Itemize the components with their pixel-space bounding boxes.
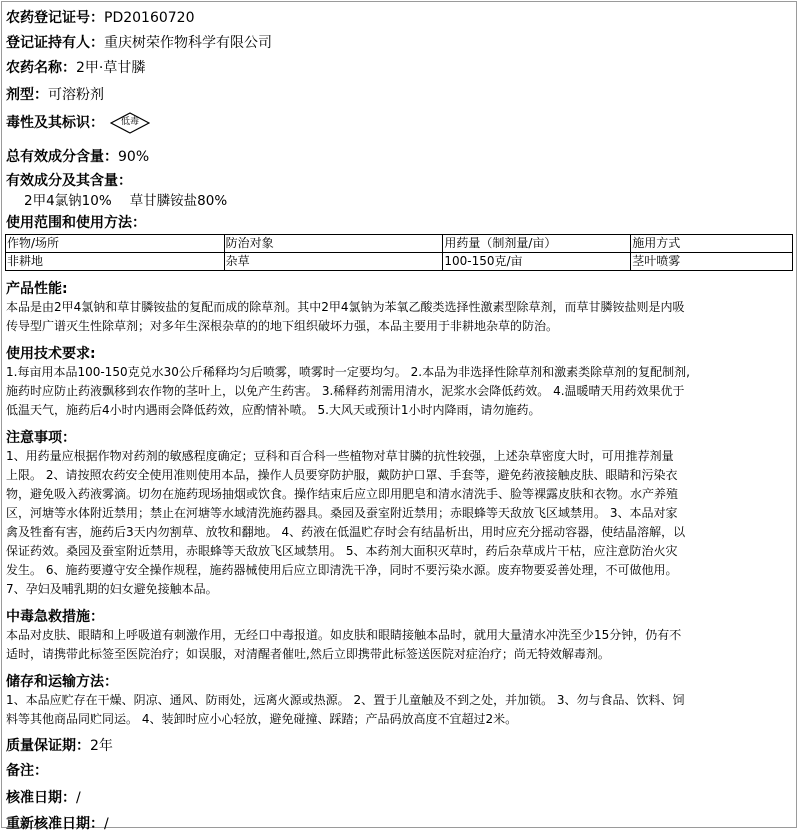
reapproval-date-label: 重新核准日期： — [6, 816, 104, 832]
precautions-title: 注意事项： — [6, 430, 76, 446]
holder-label: 登记证持有人： — [6, 35, 104, 51]
approval-date-value: / — [76, 790, 81, 806]
first-aid-line: 本品对皮肤、眼睛和上呼吸道有刺激作用，无经口中毒报道。如皮肤和眼睛接触本品时，就用大量清水冲洗至少15分钟，仍有不 — [6, 628, 682, 642]
total-content-value: 90% — [118, 149, 150, 165]
performance-title: 产品性能: — [6, 281, 68, 297]
precautions-line: 1、用药量应根据作物对药剂的敏感程度确定；豆科和百合科一些植物对草甘膦的抗性较强，上述杂草密度大时，可用推荐剂量 — [6, 449, 674, 463]
table-row — [6, 253, 793, 271]
technique-line: 1.每亩用本品100-150克兑水30公斤稀释均匀后喷雾，喷雾时一定要均匀。 2.本品为非选择性除草剂和激素类除草剂的复配制剂, — [6, 365, 690, 379]
technique-line: 施药时应防止药液飘移到农作物的茎叶上，以免产生药害。 3.稀释药剂需用清水，泥浆水会降低药效。 4.温暖晴天用药效果优于 — [6, 384, 685, 398]
precautions-line: 保证药效。桑园及蚕室附近禁用，赤眼蜂等天敌放飞区域禁用。 5、本药剂大面积灭草时，药后杂草成片干枯，应注意防治火灾 — [6, 544, 678, 558]
holder-row — [6, 34, 792, 52]
usage-cell-crop: 非耕地 — [6, 253, 225, 271]
precautions-line: 发生。 6、施药要遵守安全操作规程，施药器械使用后应立即清洗干净，同时不要污染水源。废弃物要妥善处理，不可做他用。 — [6, 563, 678, 577]
quality-period-value: 2年 — [90, 738, 113, 754]
usage-title: 使用范围和使用方法： — [6, 215, 146, 231]
quality-period-label: 质量保证期： — [6, 738, 90, 754]
reapproval-date-value: / — [104, 816, 109, 832]
formulation-label: 剂型： — [6, 87, 48, 103]
pesticide-label — [6, 6, 792, 833]
first-aid-line: 适时，请携带此标签至医院治疗；如误服，对清醒者催吐,然后立即携带此标签送医院对症治疗；尚无特效解毒剂。 — [6, 647, 610, 661]
storage-line: 1、本品应贮存在干燥、阴凉、通风、防雨处，远离火源或热源。 2、置于儿童触及不到之处，并加锁。 3、勿与食品、饮料、饲 — [6, 693, 685, 707]
holder-value: 重庆树荣作物科学有限公司 — [104, 35, 272, 51]
ingredient-2: 草甘膦铵盐80% — [129, 193, 228, 209]
toxicity-badge-text: 低毒 — [120, 117, 139, 127]
reapproval-date-row — [6, 815, 792, 833]
approval-date-row — [6, 789, 792, 807]
registration-number-row — [6, 9, 792, 27]
usage-cell-method: 茎叶喷雾 — [631, 253, 793, 271]
quality-period-row — [6, 737, 792, 755]
technique-title: 使用技术要求: — [6, 346, 96, 362]
precautions-line: 物，避免吸入药液雾滴。切勿在施药现场抽烟或饮食。操作结束后应立即用肥皂和清水清洗手、脸等裸露皮肤和衣物。水产养殖 — [6, 487, 679, 501]
ingredients-label-row — [6, 172, 792, 190]
first-aid-title: 中毒急救措施： — [6, 609, 104, 625]
usage-header-cell: 施用方式 — [631, 235, 793, 253]
approval-date-label: 核准日期： — [6, 790, 76, 806]
total-content-row — [6, 148, 792, 166]
precautions-line: 上限。 2、请按照农药安全使用准则使用本品，操作人员要穿防护服，戴防护口罩、手套等，避免药液接触皮肤、眼睛和污染衣 — [6, 468, 678, 482]
usage-header-cell: 用药量（制剂量/亩） — [443, 235, 631, 253]
performance-line: 本品是由2甲4氯钠和草甘膦铵盐的复配而成的除草剂。其中2甲4氯钠为苯氧乙酸类选择性激素型除草剂，而草甘膦铵盐则是内吸 — [6, 300, 685, 314]
precautions-line: 7、孕妇及哺乳期的妇女避免接触本品。 — [6, 582, 218, 596]
toxicity-row — [6, 112, 792, 134]
storage-line: 料等其他商品同贮同运。 4、装卸时应小心轻放，避免碰撞、踩踏；产品码放高度不宜超过2米。 — [6, 712, 518, 726]
usage-cell-target: 杂草 — [224, 253, 443, 271]
technique-line: 低温天气，施药后4小时内遇雨会降低药效，应酌情补喷。 5.大风天或预计1小时内降雨，请勿施药。 — [6, 403, 541, 417]
usage-cell-dosage: 100-150克/亩 — [443, 253, 631, 271]
usage-table-header-row — [6, 235, 793, 253]
low-toxicity-diamond-icon — [110, 112, 150, 134]
pesticide-name-value: 2甲·草甘膦 — [76, 60, 146, 76]
formulation-row — [6, 86, 792, 104]
usage-title-row — [6, 214, 792, 232]
usage-header-cell: 防治对象 — [224, 235, 443, 253]
usage-header-cell: 作物/场所 — [6, 235, 225, 253]
registration-number-value: PD20160720 — [104, 10, 195, 26]
ingredients-label: 有效成分及其含量： — [6, 173, 132, 189]
note-label: 备注： — [6, 763, 48, 779]
total-content-label: 总有效成分含量： — [6, 149, 118, 165]
note-row — [6, 762, 792, 780]
ingredient-1: 2甲4氯钠10% — [24, 193, 112, 209]
formulation-value: 可溶粉剂 — [48, 87, 104, 103]
toxicity-label: 毒性及其标识： — [6, 115, 104, 131]
ingredients-values-row — [6, 192, 792, 210]
pesticide-name-row — [6, 59, 792, 77]
pesticide-name-label: 农药名称： — [6, 60, 76, 76]
precautions-line: 区，河塘等水体附近禁用；禁止在河塘等水域清洗施药器具。桑园及蚕室附近禁用；赤眼蜂等天敌放飞区域禁用。 3、本品对家 — [6, 506, 678, 520]
performance-line: 传导型广谱灭生性除草剂；对多年生深根杂草的的地下组织破坏力强，本品主要用于非耕地杂草的防治。 — [6, 319, 559, 333]
usage-table — [5, 234, 793, 271]
precautions-line: 禽及牲畜有害，施药后3天内勿割草、放牧和翻地。 4、药液在低温贮存时会有结晶析出，用时应充分摇动容器，使结晶溶解，以 — [6, 525, 686, 539]
storage-title: 储存和运输方法： — [6, 674, 118, 690]
registration-number-label: 农药登记证号： — [6, 10, 104, 26]
